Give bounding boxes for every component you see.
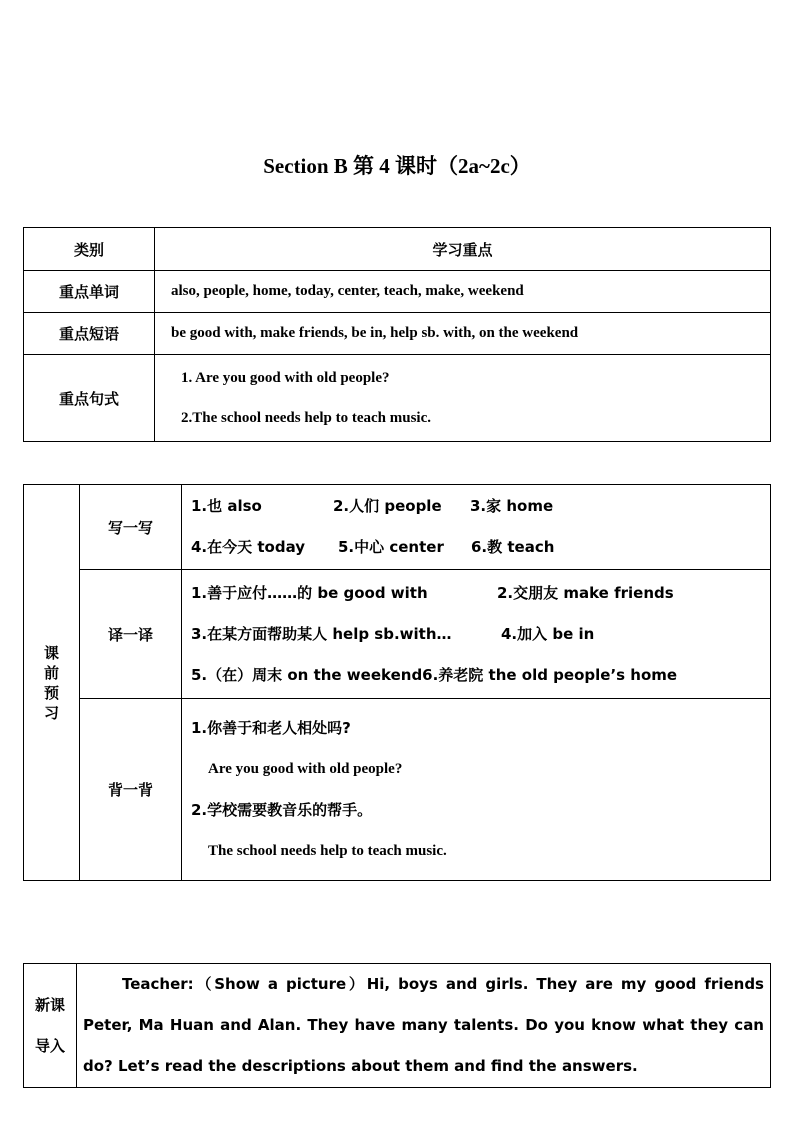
focus-table (23, 227, 771, 442)
table-row (24, 699, 771, 881)
preview-table (23, 484, 771, 881)
translate-label: 译一译 (80, 570, 182, 699)
recite-line: 1.你善于和老人相处吗? (191, 718, 351, 737)
recite-line: Are you good with old people? (208, 760, 403, 777)
row-label-sentences: 重点句式 (24, 355, 155, 442)
write-line (191, 527, 770, 568)
list-item: 5.（在）周末 on the weekend6.养老院 the old people’s home (191, 665, 678, 684)
intro-side-cell (24, 964, 77, 1088)
translate-line (191, 655, 770, 696)
intro-side-label: 新课导入 (34, 995, 65, 1055)
list-item: 1.也 also (191, 497, 262, 515)
list-item: 5.中心 center (338, 538, 444, 556)
list-item: 2.交朋友 make friends (497, 583, 674, 602)
translate-line (191, 614, 770, 655)
recite-line: 2.学校需要教音乐的帮手。 (191, 800, 373, 819)
preview-side-label: 课前预习 (43, 643, 59, 722)
list-item: 4.加入 be in (501, 624, 595, 643)
list-item: 4.在今天 today (191, 538, 306, 556)
preview-side-cell (24, 485, 80, 881)
table-row (24, 271, 771, 313)
translate-content (182, 570, 771, 699)
intro-text: Teacher:（Show a picture）Hi, boys and girls. They are my good friends Peter, Ma Huan and Alan. They have many talents. Do you know what they can do? Let’s read the descriptions about them and find the answers. (83, 975, 764, 1075)
list-item: 3.在某方面帮助某人 help sb.with… (191, 624, 452, 643)
recite-line: The school needs help to teach music. (208, 842, 447, 859)
table-row (24, 355, 771, 442)
list-item: 6.教 teach (471, 538, 555, 556)
write-line (191, 486, 770, 527)
list-item: 1.善于应付……的 be good with (191, 583, 428, 602)
table-row (24, 485, 771, 570)
key-sentences (155, 355, 771, 442)
key-words: also, people, home, today, center, teach, make, weekend (155, 271, 771, 313)
list-item: 3.家 home (470, 497, 554, 515)
table-row (24, 570, 771, 699)
intro-cell (77, 964, 771, 1088)
translate-line (191, 573, 770, 614)
table-row (24, 964, 771, 1088)
write-content (182, 485, 771, 570)
recite-content (182, 699, 771, 881)
intro-table (23, 963, 771, 1088)
list-item: 2.人们 people (333, 497, 442, 515)
page-title: Section B 第 4 课时（2a~2c） (263, 154, 531, 178)
key-sentence-1: 1. Are you good with old people? (181, 370, 390, 386)
table-row (24, 313, 771, 355)
row-label-words: 重点单词 (24, 271, 155, 313)
header-focus: 学习重点 (155, 228, 771, 271)
key-phrases: be good with, make friends, be in, help sb. with, on the weekend (155, 313, 771, 355)
recite-label: 背一背 (80, 699, 182, 881)
key-sentence-2: 2.The school needs help to teach music. (181, 410, 432, 426)
write-label: 写一写 (80, 485, 182, 570)
row-label-phrases: 重点短语 (24, 313, 155, 355)
focus-table-header-row (24, 228, 771, 271)
header-category: 类别 (24, 228, 155, 271)
